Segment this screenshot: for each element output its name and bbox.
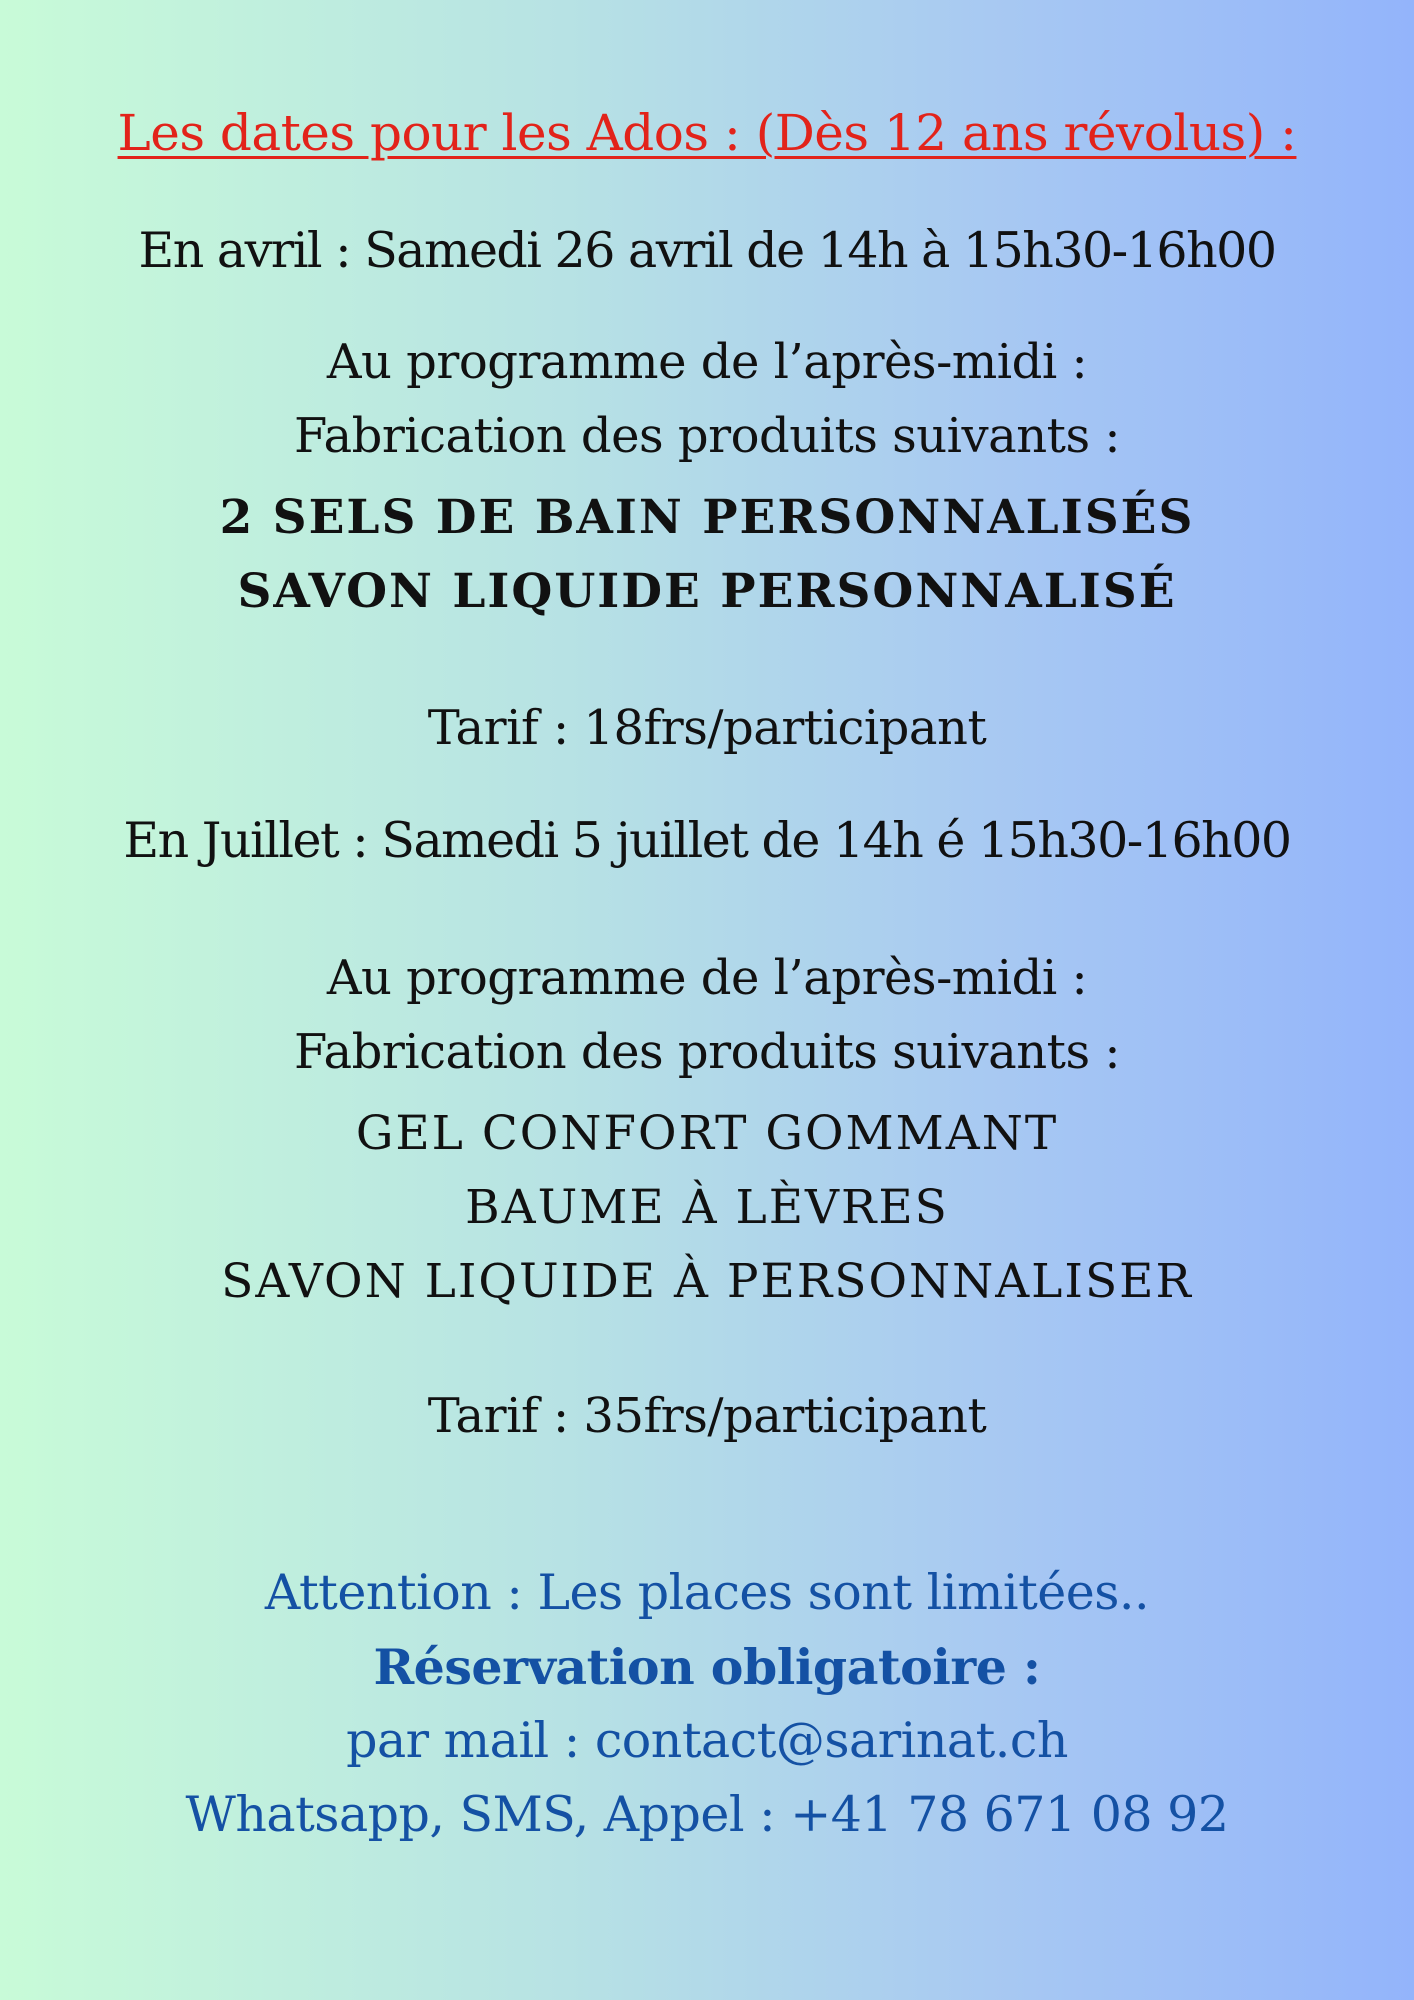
session1-product-1: 2 SELS DE BAIN PERSONNALISÉS <box>219 490 1195 545</box>
page-title: Les dates pour les Ados : (Dès 12 ans révolus) : <box>117 104 1297 162</box>
session1-product-2: SAVON LIQUIDE PERSONNALISÉ <box>237 564 1177 619</box>
attention-notice: Attention : Les places sont limitées.. <box>264 1564 1150 1621</box>
session1-tarif: Tarif : 18frs/participant <box>427 700 987 756</box>
session1-fabrication-heading: Fabrication des produits suivants : <box>293 408 1121 464</box>
session2-product-2: BAUME À LÈVRES <box>465 1180 949 1235</box>
session2-tarif: Tarif : 35frs/participant <box>427 1388 987 1444</box>
session1-program-heading: Au programme de l’après-midi : <box>326 334 1088 390</box>
contact-mail[interactable]: par mail : contact@sarinat.ch <box>346 1712 1068 1769</box>
contact-phone[interactable]: Whatsapp, SMS, Appel : +41 78 671 08 92 <box>185 1786 1229 1843</box>
session2-fabrication-heading: Fabrication des produits suivants : <box>293 1024 1121 1080</box>
reservation-heading: Réservation obligatoire : <box>373 1638 1041 1696</box>
session1-date: En avril : Samedi 26 avril de 14h à 15h30-16h00 <box>138 222 1276 279</box>
session2-date: En Juillet : Samedi 5 juillet de 14h é 15h30-16h00 <box>123 812 1291 869</box>
session2-product-1: GEL CONFORT GOMMANT <box>355 1106 1059 1161</box>
session2-program-heading: Au programme de l’après-midi : <box>326 950 1088 1006</box>
session2-product-3: SAVON LIQUIDE À PERSONNALISER <box>221 1254 1193 1309</box>
